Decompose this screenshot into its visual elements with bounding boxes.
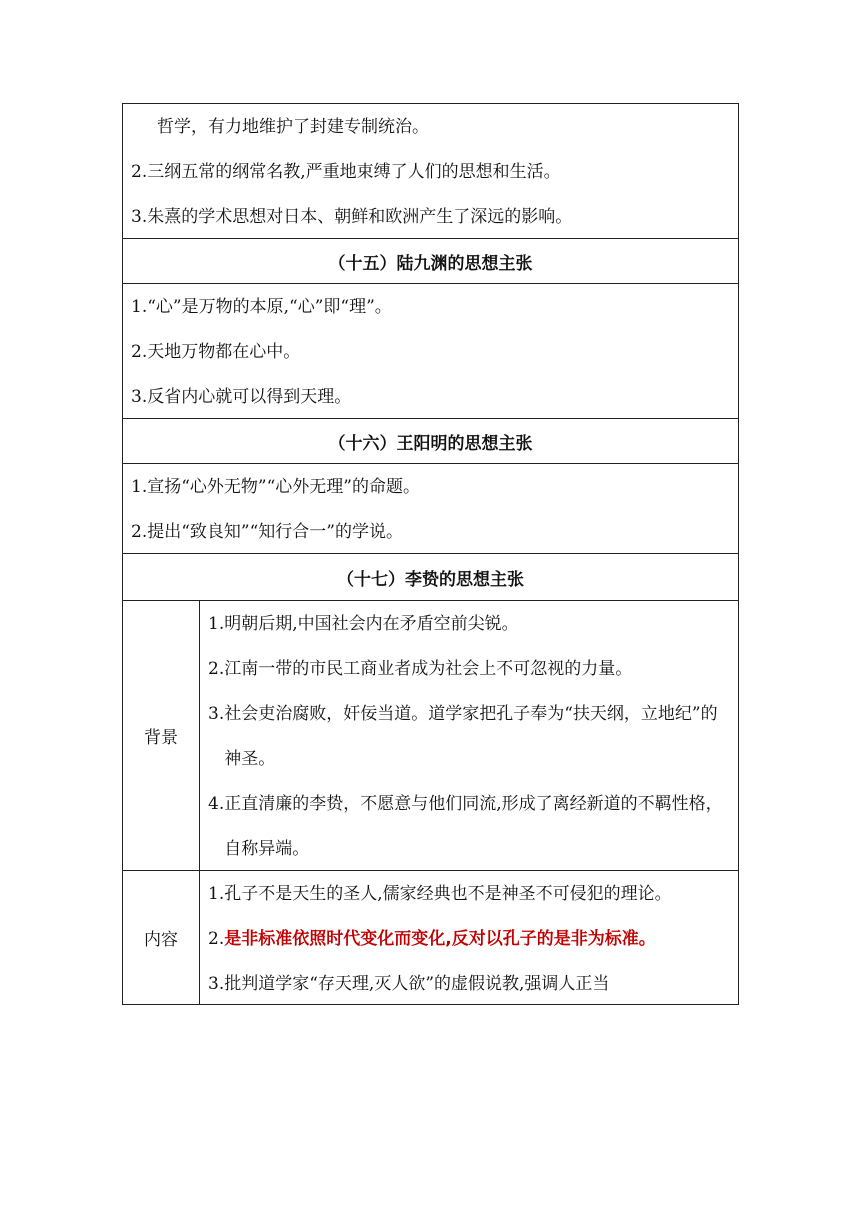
section-17-header (123, 554, 739, 601)
list-item: 2. 江南一带的市民工商业者成为社会上不可忽视的力量。 (208, 659, 633, 679)
list-item: 3. 反省内心就可以得到天理。 (131, 387, 352, 407)
list-item: 1. 宣扬“心外无物”“心外无理”的命题。 (131, 477, 420, 497)
list-item: 4. 正直清廉的李贽，不愿意与他们同流,形成了离经新道的不羁性格，自称异端。 (208, 794, 723, 859)
list-item: 3. 朱熹的学术思想对日本、朝鲜和欧洲产生了深远的影响。 (131, 207, 573, 227)
background-label: 背景 (123, 601, 200, 871)
content-row (123, 871, 739, 1005)
list-item: 1. “心”是万物的本原,“心”即“理”。 (131, 297, 392, 317)
list-item-highlighted: 2. 是非标准依照时代变化而变化,反对以孔子的是非为标准。 (208, 928, 730, 951)
list-item: 2. 天地万物都在心中。 (131, 342, 301, 362)
section-16-header (123, 419, 739, 464)
list-item: 2. 三纲五常的纲常名教,严重地束缚了人们的思想和生活。 (131, 162, 561, 182)
background-row (123, 601, 739, 871)
list-item: 3. 批判道学家“存天理,灭人欲”的虚假说教,强调人正当 (208, 974, 610, 994)
list-item: 1. 明朝后期,中国社会内在矛盾空前尖锐。 (208, 614, 519, 634)
section-title: （十五）陆九渊的思想主张 (123, 239, 739, 284)
section-title: （十七）李贽的思想主张 (123, 554, 739, 601)
continuation-row (123, 104, 739, 239)
section-15-body (123, 284, 739, 419)
list-item: 1. 孔子不是天生的圣人,儒家经典也不是神圣不可侵犯的理论。 (208, 884, 672, 904)
section-16-body (123, 464, 739, 554)
list-item: 2. 提出“致良知”“知行合一”的学说。 (131, 522, 403, 542)
list-item: 3. 社会吏治腐败，奸佞当道。道学家把孔子奉为“扶天纲，立地纪”的神圣。 (208, 704, 718, 769)
highlighted-text: 是非标准依照时代变化而变化,反对以孔子的是非为标准。 (224, 929, 656, 949)
list-item: 哲学，有力地维护了封建专制统治。 (157, 117, 429, 137)
content-label: 内容 (123, 871, 200, 1005)
notes-table (122, 103, 739, 1005)
section-title: （十六）王阳明的思想主张 (123, 419, 739, 464)
section-15-header (123, 239, 739, 284)
